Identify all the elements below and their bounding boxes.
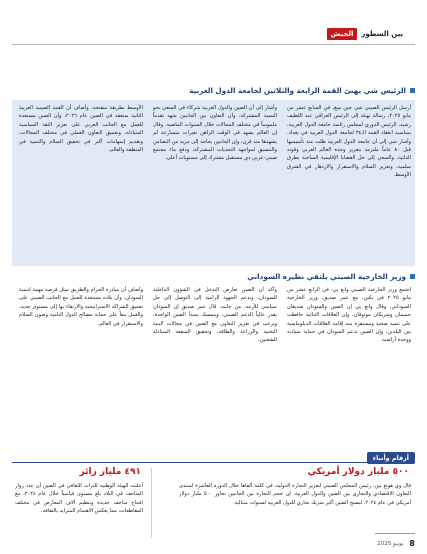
article-2-heading	[12, 270, 415, 282]
numbers-headline-1: ٥٠٠ مليار دولار أمريكي	[307, 467, 409, 477]
article-1-column-2: وأشار إلى أن الصين والدول العربية شركاء في السعي نحو التنمية المشتركة، وأن التعاون بين الجانبين شهد تقدماً ملموساً في مختلف المجالات خلال السنوات الماضية. وقال إن العالم يشهد في الوقت الراهن تغيرات متسارعة لم يشهدها منذ قرن، وإن الجانبين بحاجة إلى مزيد من التضامن والتنسيق لمواجهة التحديات المشتركة، ودفع بناء مجتمع صيني-عربي ذي مستقبل مشترك إلى مستويات أعلى.	[153, 105, 277, 162]
numbers-paragraph-2: أعلنت الهيئة الوطنية للتراث الثقافي في الصين أن عدد زوار المتاحف في البلاد بلغ مستوى قياسياً خلال عام ٢٠٢٤، مع افتتاح متاحف جديدة وتنظيم آلاف المعارض في مختلف المقاطعات، مما يعكس الاهتمام المتزايد بالثقافة.	[15, 483, 143, 515]
numbers-paragraph-1: قال وي هونغ بين، رئيس المجلس الصيني لتعزيز التجارة الدولية، في كلمة ألقاها خلال الدورة العاشرة لمنتدى التعاون الاقتصادي والتجاري بين الصين والدول العربية، إن حجم التجارة بين الجانبين تجاوز ٥٠٠ مليار دولار أمريكي في عام ٢٠٢٤، ليصبح الصين أكبر شريك تجاري للدول العربية لسنوات متتالية.	[179, 483, 411, 506]
article-2-column-2: وأكد أن الصين تعارض التدخل في الشؤون الداخلية للسودان، وتدعم الجهود الرامية إلى التوصل إلى حل سياسي للأزمة. من جانبه، قال عمر صديق إن السودان يقدر عالياً الدعم الصيني، ويتمسك بمبدأ الصين الواحدة، ويرغب في تعزيز التعاون مع الصين في مجالات البنية التحتية والزراعة والطاقة، وتحقيق المنفعة المتبادلة للشعبين.	[153, 287, 277, 344]
page-number: 8	[409, 539, 415, 548]
numbers-headline-2: ٤٩١ مليار زائر	[79, 467, 141, 477]
footer-rule	[375, 533, 415, 534]
article-2-column-3: وأضاف أن مبادرة الحزام والطريق تمثل فرصة مهمة لتنمية السودان، وأن بلاده مستعدة للعمل مع الجانب الصيني على تعميق الشراكة الاستراتيجية والارتقاء بها إلى مستوى جديد، والعمل معاً على حماية مصالح الدول النامية وصون السلام والاستقرار في العالم.	[19, 287, 143, 327]
numbers-divider	[12, 462, 415, 463]
numbers-section-tag: أرقام وأنباء	[367, 452, 415, 464]
heading-square-icon	[410, 274, 415, 279]
page-header	[327, 26, 403, 42]
article-2-column-1: اجتمع وزير الخارجية الصيني وانغ يي، في الرابع عشر من مايو ٢٠٢٥ في بكين، مع عمر صديق، وزير الخارجية السوداني، وقال وانغ يي إن الصين والسودان صديقان حميمان وشريكان موثوقان، وإن العلاقات الثنائية حافظت على تنمية صحية ومستقرة منذ إقامة العلاقات الدبلوماسية بين البلدين، وإن الصين تدعم السودان في حماية سيادته ووحدة أراضيه.	[287, 287, 411, 344]
article-1-heading	[12, 84, 415, 97]
heading-square-icon	[410, 88, 415, 93]
article-1-title: الرئيس شي يهنئ القمة الرابعة والثلاثين لجامعة الدول العربية	[189, 86, 406, 95]
column-separator	[151, 468, 152, 538]
article-1-column-1: أرسل الرئيس الصيني شي جين بينغ، في السابع عشر من مايو ٢٠٢٥، رسالة تهنئة إلى الرئيس العراقي عبد اللطيف رشيد، الرئيس الدوري لمجلس رئاسة جامعة الدول العربية، بمناسبة انعقاد القمة الـ٣٤ لجامعة الدول العربية في بغداد. وأشار شي إلى أن جامعة الدول العربية ظلت منذ تأسيسها قبل ٨٠ عاماً ملتزمة بتعزيز وحدة العالم العربي وقوته الذاتية، والسعي إلى حل القضايا الإقليمية الساخنة بطرق سلمية، وتعزيز السلام والاستقرار والازدهار في الشرق الأوسط.	[287, 105, 411, 179]
article-1-column-3: الأوسط بطريقة منفتحة، وأضاف أن القمة الصينية العربية الثانية ستعقد في الصين عام ٢٠٢٦، وأن الصين مستعدة للعمل مع الجانب العربي على تعزيز الثقة السياسية المتبادلة، وتعميق التعاون العملي في مختلف المجالات، وتقديم إسهامات أكبر في تحقيق السلام والتنمية في المنطقة والعالم.	[19, 105, 143, 154]
header-divider	[12, 44, 415, 45]
section-name: بين السطور	[361, 30, 403, 38]
page-footer	[377, 539, 415, 548]
issue-date: يونيو 2025	[377, 540, 404, 547]
article-2-title: وزير الخارجية الصيني يلتقي نظيره السوداني	[247, 271, 406, 281]
magazine-logo: الجيش	[327, 28, 358, 40]
